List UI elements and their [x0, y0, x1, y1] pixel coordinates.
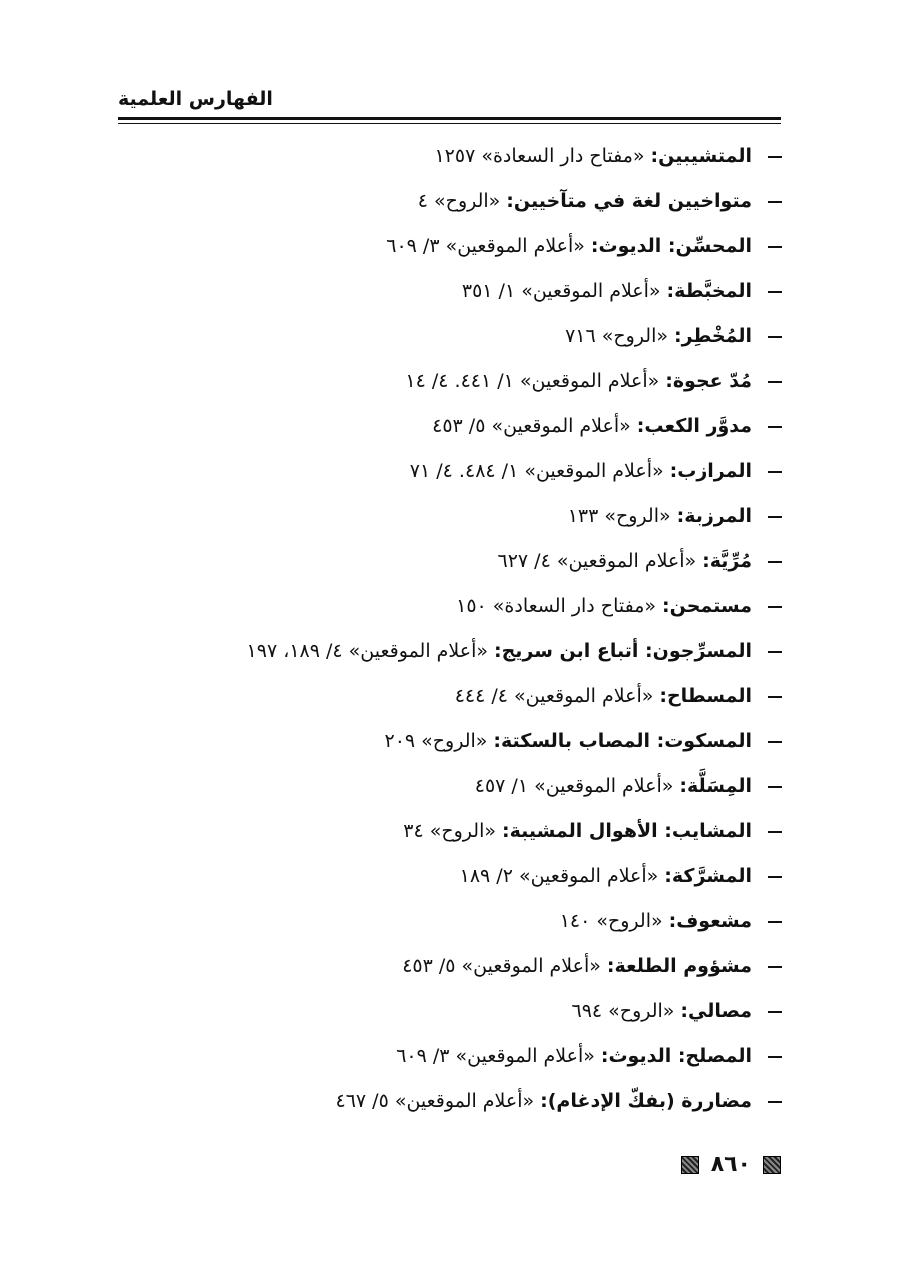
index-entry — [82, 764, 782, 809]
dash-icon — [768, 201, 782, 203]
entry-term: مضاررة (بفكّ الإدغام): — [540, 1090, 752, 1112]
index-entry — [82, 719, 782, 764]
dash-icon — [768, 246, 782, 248]
entry-term: المحسِّن: الديوث: — [590, 235, 752, 257]
ornament-icon — [681, 1156, 699, 1174]
entry-term: مشعوف: — [668, 910, 752, 932]
index-entry — [82, 899, 782, 944]
index-entry — [82, 179, 782, 224]
dash-icon — [768, 1011, 782, 1013]
dash-icon — [768, 651, 782, 653]
index-entry — [82, 629, 782, 674]
entry-term: مستمحن: — [662, 595, 752, 617]
dash-icon — [768, 876, 782, 878]
dash-icon — [768, 471, 782, 473]
dash-icon — [768, 381, 782, 383]
index-entry — [82, 944, 782, 989]
entry-reference: «الروح» ٦٩٤ — [571, 1000, 675, 1022]
entry-reference: «أعلام الموقعين» ٤/ ١٨٩، ١٩٧ — [246, 640, 488, 662]
dash-icon — [768, 1101, 782, 1103]
header-rule-thin — [118, 123, 781, 124]
index-entry — [82, 584, 782, 629]
index-entry — [82, 494, 782, 539]
entry-term: المرازب: — [669, 460, 752, 482]
entry-reference: «أعلام الموقعين» ١/ ٤٨٤. ٤/ ٧١ — [409, 460, 664, 482]
entry-reference: «أعلام الموقعين» ٤/ ٦٢٧ — [497, 550, 697, 572]
index-entry — [82, 1034, 782, 1079]
entry-reference: «أعلام الموقعين» ١/ ٣٥١ — [461, 280, 661, 302]
index-entry — [82, 269, 782, 314]
entry-reference: «الروح» ١٣٣ — [567, 505, 671, 527]
entry-reference: «أعلام الموقعين» ٥/ ٤٥٣ — [402, 955, 601, 977]
entry-reference: «الروح» ٤ — [417, 190, 501, 212]
entry-term: مشؤوم الطلعة: — [606, 955, 752, 977]
entry-reference: «أعلام الموقعين» ٥/ ٤٥٣ — [432, 415, 631, 437]
entry-term: المسرِّجون: أتباع ابن سريج: — [494, 640, 752, 662]
entry-reference: «مفتاح دار السعادة» ١٢٥٧ — [434, 145, 645, 167]
entry-reference: «أعلام الموقعين» ٤/ ٤٤٤ — [454, 685, 654, 707]
dash-icon — [768, 156, 782, 158]
index-entry — [82, 854, 782, 899]
index-entry — [82, 314, 782, 359]
dash-icon — [768, 426, 782, 428]
dash-icon — [768, 741, 782, 743]
entry-term: مُدّ عجوة: — [665, 370, 752, 392]
page-number: ٨٦٠ — [710, 1152, 751, 1177]
entry-term: المخبَّطة: — [666, 280, 752, 302]
entry-term: مدوَّر الكعب: — [636, 415, 752, 437]
index-entry — [82, 809, 782, 854]
index-entry — [82, 674, 782, 719]
index-list — [82, 134, 782, 1124]
entry-term: المتشيبين: — [650, 145, 752, 167]
entry-reference: «أعلام الموقعين» ٥/ ٤٦٧ — [335, 1090, 535, 1112]
entry-reference: «الروح» ٧١٦ — [565, 325, 668, 347]
entry-reference: «أعلام الموقعين» ٣/ ٦٠٩ — [386, 235, 585, 257]
entry-term: المشرَّكة: — [664, 865, 752, 887]
index-entry — [82, 134, 782, 179]
entry-term: مُرِّيَّة: — [702, 550, 752, 572]
entry-reference: «أعلام الموقعين» ١/ ٤٤١. ٤/ ١٤ — [405, 370, 660, 392]
dash-icon — [768, 606, 782, 608]
dash-icon — [768, 516, 782, 518]
entry-term: المسطاح: — [659, 685, 752, 707]
index-entry — [82, 449, 782, 494]
dash-icon — [768, 966, 782, 968]
dash-icon — [768, 921, 782, 923]
dash-icon — [768, 696, 782, 698]
entry-reference: «مفتاح دار السعادة» ١٥٠ — [456, 595, 657, 617]
index-entry — [82, 989, 782, 1034]
entry-term: المرزبة: — [676, 505, 752, 527]
index-entry — [82, 539, 782, 584]
entry-reference: «أعلام الموقعين» ٢/ ١٨٩ — [459, 865, 659, 887]
entry-reference: «أعلام الموقعين» ٣/ ٦٠٩ — [396, 1045, 595, 1067]
entry-term: المُخْطِر: — [673, 325, 752, 347]
dash-icon — [768, 291, 782, 293]
page-footer — [681, 1152, 781, 1177]
running-header: الفهارس العلمية — [118, 88, 273, 110]
dash-icon — [768, 336, 782, 338]
entry-term: المصلح: الديوث: — [600, 1045, 752, 1067]
index-entry — [82, 1079, 782, 1124]
ornament-icon — [763, 1156, 781, 1174]
entry-term: متواخيين لغة في متآخيين: — [506, 190, 752, 212]
entry-term: المسكوت: المصاب بالسكتة: — [493, 730, 752, 752]
entry-term: المشايب: الأهوال المشيبة: — [501, 820, 752, 842]
dash-icon — [768, 1056, 782, 1058]
entry-reference: «الروح» ١٤٠ — [559, 910, 663, 932]
dash-icon — [768, 786, 782, 788]
index-entry — [82, 359, 782, 404]
entry-reference: «الروح» ٢٠٩ — [384, 730, 488, 752]
header-rule — [118, 117, 781, 120]
entry-reference: «أعلام الموقعين» ١/ ٤٥٧ — [474, 775, 674, 797]
entry-term: المِسَلَّة: — [679, 775, 752, 797]
index-entry — [82, 224, 782, 269]
dash-icon — [768, 561, 782, 563]
dash-icon — [768, 831, 782, 833]
index-entry — [82, 404, 782, 449]
entry-reference: «الروح» ٣٤ — [403, 820, 496, 842]
entry-term: مصالي: — [680, 1000, 752, 1022]
